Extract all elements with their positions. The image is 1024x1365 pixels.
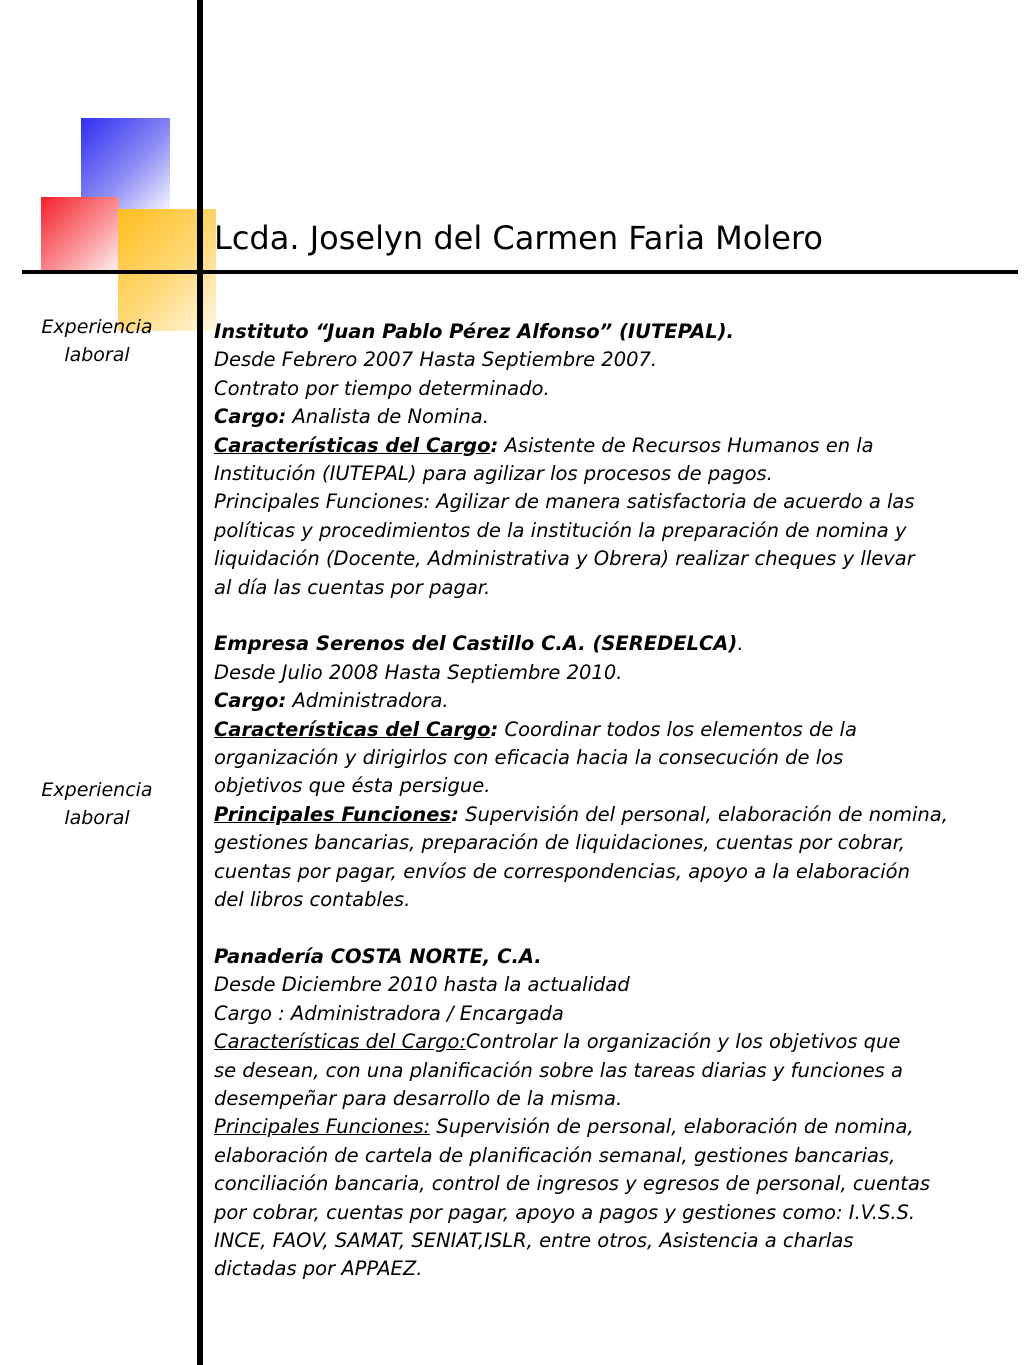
job-functions-line <box>214 801 1004 829</box>
job-company-line <box>214 630 1004 658</box>
characteristics-text: objetivos que ésta persigue. <box>214 774 491 798</box>
functions-text: elaboración de cartela de planificación semanal, gestiones bancarias, <box>214 1143 896 1167</box>
characteristics-label: Características del Cargo <box>214 717 491 741</box>
functions-text: del libros contables. <box>214 888 411 912</box>
functions-text: INCE, FAOV, SAMAT, SENIAT,ISLR, entre otros, Asistencia a charlas <box>214 1228 854 1252</box>
functions-text: gestiones bancarias, preparación de liquidaciones, cuentas por cobrar, <box>214 831 906 855</box>
functions-text: cuentas por pagar, envíos de correspondencias, apoyo a la elaboración <box>214 859 910 883</box>
characteristics-colon: : <box>490 433 499 457</box>
job-characteristics-line <box>214 716 1004 744</box>
cargo-label: Cargo: <box>214 405 287 429</box>
functions-text: dictadas por APPAEZ. <box>214 1257 423 1281</box>
job-characteristics-line <box>214 432 1004 460</box>
functions-text: Supervisión del personal, elaboración de nomina, <box>458 802 948 826</box>
characteristics-text: Coordinar todos los elementos de la <box>498 717 857 741</box>
sidebar-label-line: laboral <box>64 344 130 366</box>
sidebar-label-line: laboral <box>64 807 130 829</box>
page-title: Lcda. Joselyn del Carmen Faria Molero <box>214 219 823 257</box>
job-entry-iutepal <box>214 318 1004 602</box>
sidebar-label-line: Experiencia <box>41 779 153 801</box>
functions-label: Principales Funciones <box>214 802 452 826</box>
job-company: Empresa Serenos del Castillo C.A. (SEREDELCA) <box>214 632 738 656</box>
characteristics-text: Controlar la organización y los objetivos que <box>466 1030 901 1054</box>
characteristics-text: organización y dirigirlos con eficacia hacia la consecución de los <box>214 746 844 770</box>
section-gap <box>214 915 1004 943</box>
job-characteristics-line <box>214 1028 1004 1056</box>
sidebar-label-experience-1 <box>22 313 172 369</box>
sidebar-label-line: Experiencia <box>41 316 153 338</box>
job-cargo <box>214 687 1004 715</box>
functions-text: por cobrar, cuentas por pagar, apoyo a pagos y gestiones como: I.V.S.S. <box>214 1200 916 1224</box>
functions-text: al día las cuentas por pagar. <box>214 575 491 599</box>
characteristics-text: desempeñar para desarrollo de la misma. <box>214 1086 623 1110</box>
job-company-end: . <box>737 632 744 656</box>
job-company: Instituto “Juan Pablo Pérez Alfonso” (IUTEPAL). <box>214 320 734 343</box>
functions-text: conciliación bancaria, control de ingresos y egresos de personal, cuentas <box>214 1172 931 1196</box>
job-cargo: Cargo : Administradora / Encargada <box>214 1001 564 1025</box>
cargo-value: Analista de Nomina. <box>286 405 489 429</box>
functions-text: liquidación (Docente, Administrativa y Obrera) realizar cheques y llevar <box>214 547 915 571</box>
functions-text: Principales Funciones: Agilizar de manera satisfactoria de acuerdo a las <box>214 490 915 514</box>
job-company: Panadería COSTA NORTE, C.A. <box>214 944 542 968</box>
job-functions-line <box>214 1113 1004 1141</box>
cargo-label: Cargo: <box>214 689 287 713</box>
job-period: Desde Julio 2008 Hasta Septiembre 2010. <box>214 660 623 684</box>
sidebar-label-experience-2 <box>22 776 172 832</box>
functions-text: Supervisión de personal, elaboración de nomina, <box>430 1115 914 1139</box>
vertical-divider <box>197 0 203 1365</box>
job-entry-costa-norte <box>214 943 1004 1284</box>
functions-label: Principales Funciones: <box>214 1115 431 1139</box>
decor-red-square <box>41 197 119 273</box>
cargo-value: Administradora. <box>286 689 449 713</box>
characteristics-label: Características del Cargo <box>214 433 491 457</box>
section-gap <box>214 602 1004 630</box>
job-entry-seredelca <box>214 630 1004 914</box>
horizontal-divider <box>22 270 1018 274</box>
characteristics-text: Asistente de Recursos Humanos en la <box>498 433 874 457</box>
job-period: Desde Diciembre 2010 hasta la actualidad <box>214 973 630 997</box>
functions-colon: : <box>451 802 459 826</box>
characteristics-colon: : <box>490 717 499 741</box>
job-period: Desde Febrero 2007 Hasta Septiembre 2007. <box>214 348 658 372</box>
characteristics-text: se desean, con una planificación sobre las tareas diarias y funciones a <box>214 1058 903 1082</box>
characteristics-label: Características del Cargo: <box>214 1030 467 1054</box>
functions-text: políticas y procedimientos de la institución la preparación de nomina y <box>214 518 907 542</box>
experience-content <box>214 318 1004 1284</box>
job-contract: Contrato por tiempo determinado. <box>214 376 550 400</box>
job-cargo <box>214 403 1004 431</box>
characteristics-text: Institución (IUTEPAL) para agilizar los procesos de pagos. <box>214 462 773 486</box>
